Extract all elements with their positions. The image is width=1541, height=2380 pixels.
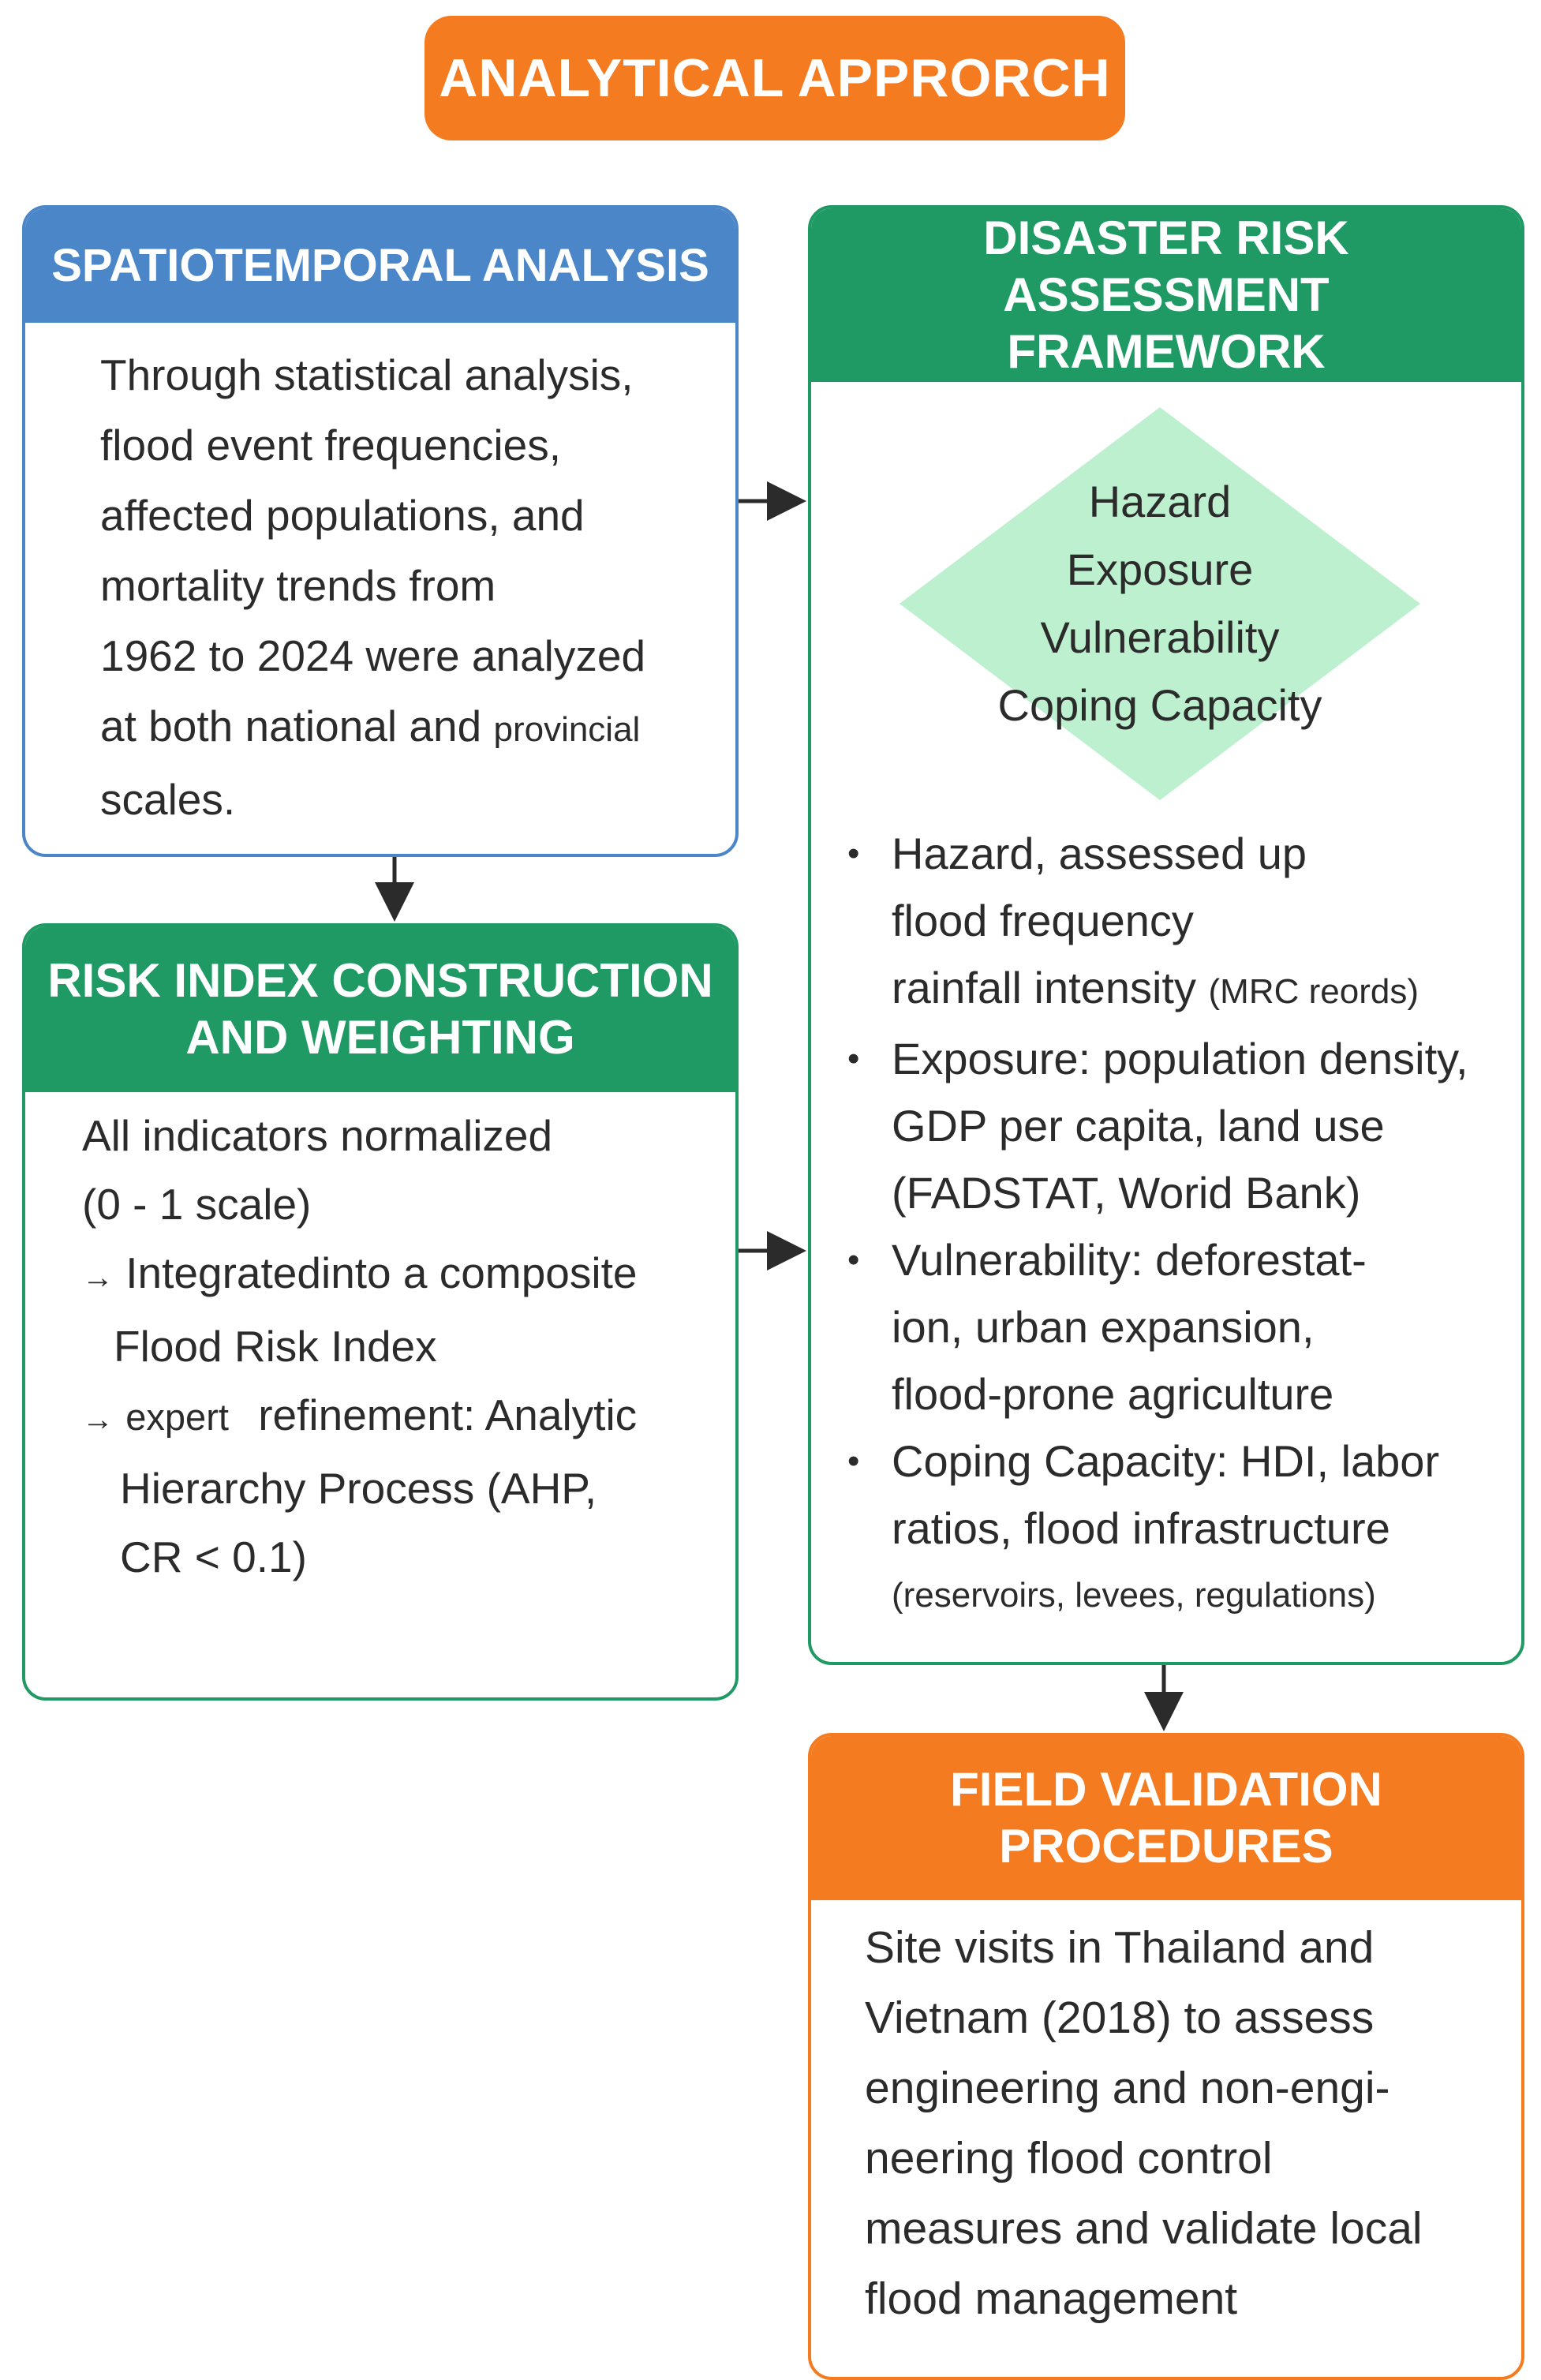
diamond-label-exposure: Exposure [1066, 544, 1254, 594]
diamond-label-coping-capacity: Coping Capacity [997, 680, 1322, 730]
field-validation-body [811, 1900, 1521, 2334]
spatio-line [100, 691, 720, 765]
risk-line: Flood Risk Index [114, 1322, 437, 1371]
field-validation-box [808, 1733, 1524, 2380]
spatio-line: 1962 to 2024 were analyzed [100, 631, 646, 680]
field-line: measures and validate local [865, 2203, 1423, 2254]
spatio-line: Through statistical analysis, [100, 350, 634, 399]
spatio-line-text: at both national and [100, 702, 482, 750]
field-line: engineering and non-engi- [865, 2063, 1390, 2113]
bullet-line-text: rainfall intensity [892, 963, 1196, 1012]
spatio-line: affected populations, and [100, 491, 585, 540]
spatio-line-small: provincial [493, 710, 641, 749]
bullet-line: • Vulnerability: deforestat- [892, 1235, 1367, 1285]
risk-index-box [22, 923, 739, 1701]
risk-line-text: Integratedinto a composite [125, 1248, 638, 1297]
spatiotemporal-body [25, 323, 735, 835]
risk-line: All indicators normalized [82, 1111, 553, 1160]
bullet-line: • Coping Capacity: HDI, labor [892, 1436, 1440, 1486]
field-header-line: PROCEDURES [999, 1820, 1333, 1873]
bullet-line: ion, urban expansion, [892, 1302, 1315, 1352]
diamond-labels [900, 407, 1420, 800]
field-line: neering flood control [865, 2133, 1273, 2184]
drisk-header-line: FRAMEWORK [1007, 325, 1326, 378]
bullet-line-small: (MRC reords) [1208, 972, 1419, 1011]
disaster-risk-framework-box [808, 205, 1524, 1665]
disaster-risk-header [811, 208, 1521, 382]
bullet-line: ratios, flood infrastructure [892, 1503, 1390, 1553]
field-line: flood management [865, 2273, 1238, 2324]
risk-header-line: RISK INDEX CONSTRUCTION [47, 954, 713, 1007]
field-line: Vietnam (2018) to assess [865, 1993, 1375, 2043]
spatiotemporal-header: SPATIOTEMPORAL ANALYSIS [25, 208, 735, 323]
arrow-icon: → [82, 1402, 114, 1437]
diamond-label-hazard: Hazard [1088, 477, 1232, 526]
risk-line-small: expert [125, 1396, 229, 1438]
field-line: Site visits in Thailand and [865, 1922, 1375, 1973]
risk-line [82, 1239, 727, 1312]
spatiotemporal-analysis-box [22, 205, 739, 857]
spatio-line: mortality trends from [100, 561, 496, 610]
diagram-title: ANALYTICAL APPRORCH [425, 16, 1125, 140]
risk-index-body [25, 1092, 735, 1592]
risk-components-diamond [900, 407, 1420, 800]
bullet-line: flood-prone agriculture [892, 1369, 1334, 1419]
bullet-exposure [843, 1025, 1513, 1226]
bullet-line-small: (reservoirs, levees, regulations) [892, 1576, 1376, 1615]
bullet-line: GDP per capita, land use [892, 1101, 1385, 1151]
diamond-label-vulnerability: Vulnerability [1040, 612, 1280, 662]
field-validation-header [811, 1736, 1521, 1900]
bullet-line: (FADSTAT, Worid Bank) [892, 1168, 1361, 1218]
bullet-hazard [843, 820, 1513, 1025]
arrow-icon: → [82, 1260, 114, 1295]
bullet-coping-capacity [843, 1428, 1513, 1629]
bullet-line [892, 954, 1513, 1025]
bullet-line: • Exposure: population density, [892, 1034, 1468, 1083]
risk-line: (0 - 1 scale) [82, 1180, 312, 1229]
spatio-line: scales. [100, 775, 236, 824]
risk-index-header [25, 926, 735, 1092]
risk-line [82, 1381, 727, 1454]
risk-line-text: refinement: Analytic [258, 1390, 638, 1439]
spatio-line: flood event frequencies, [100, 421, 561, 470]
risk-header-line: AND WEIGHTING [185, 1011, 575, 1064]
risk-line: CR < 0.1) [120, 1532, 307, 1581]
framework-bullet-list [843, 820, 1513, 1629]
drisk-header-line: DISASTER RISK ASSESSMENT [983, 211, 1349, 321]
bullet-vulnerability [843, 1226, 1513, 1428]
bullet-line: • Hazard, assessed up [892, 829, 1307, 878]
risk-line: Hierarchy Process (AHP, [120, 1464, 597, 1513]
field-header-line: FIELD VALIDATION [950, 1763, 1382, 1816]
bullet-line: flood frequency [892, 896, 1194, 945]
